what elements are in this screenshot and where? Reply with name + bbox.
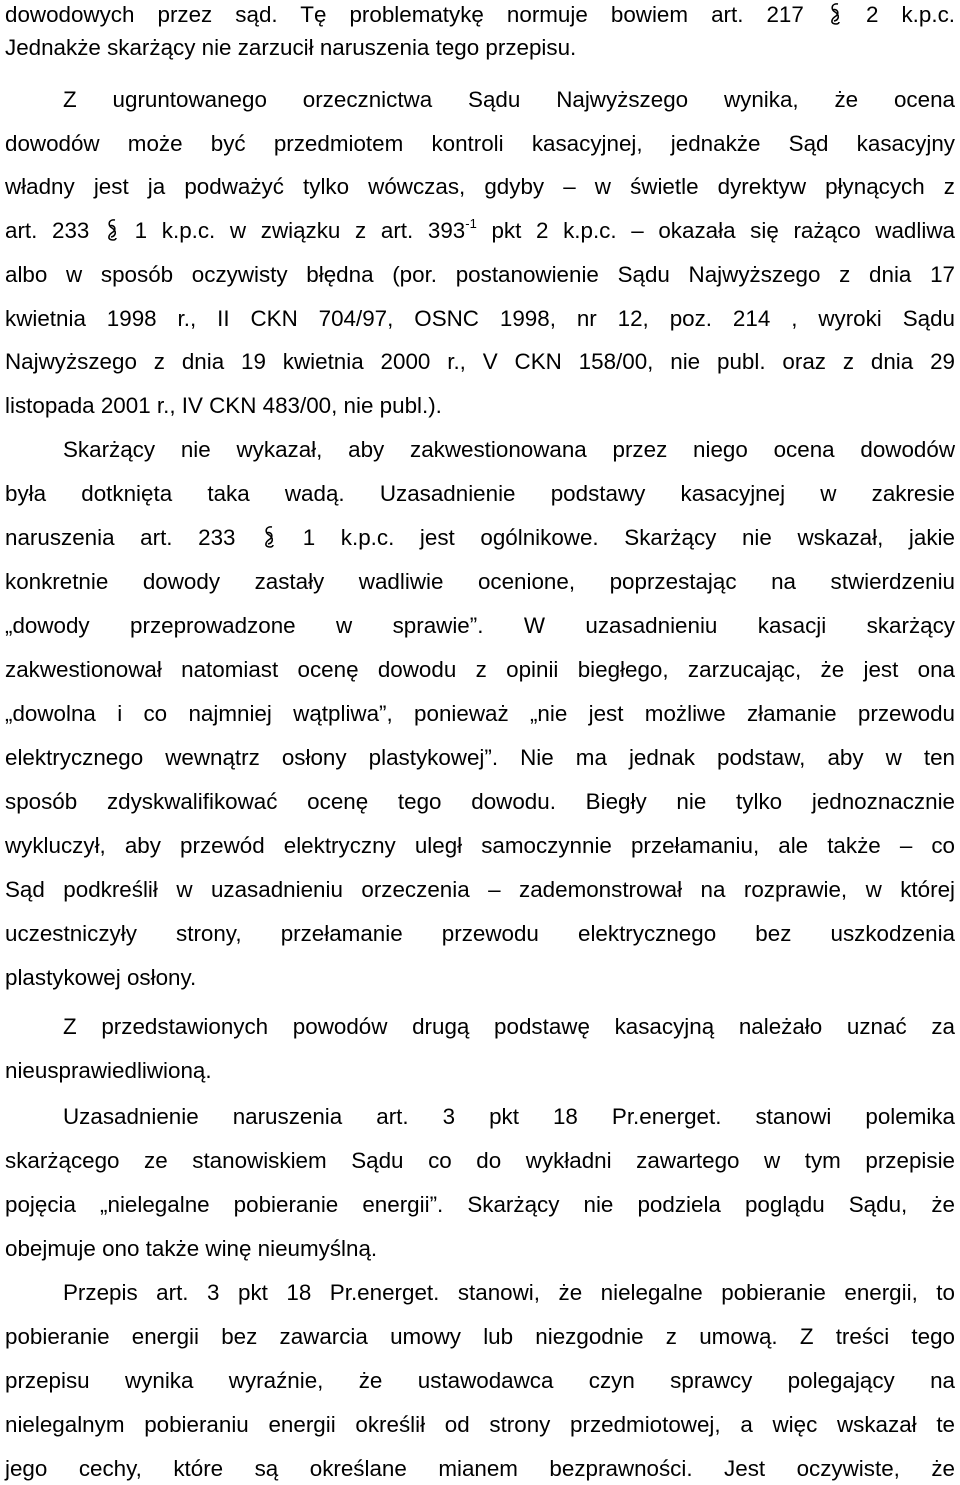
text-line: sposób zdyskwalifikować ocenę tego dowodu. Biegły nie tylko jednoznacznie (5, 789, 955, 814)
text-line: władny jest ja podważyć tylko wówczas, gdyby – w świetle dyrektyw płynących z (5, 174, 955, 199)
text-line: albo w sposób oczywisty błędna (por. postanowienie Sądu Najwyższego z dnia 17 (5, 262, 955, 287)
text-line: dowodowych przez sąd. Tę problematykę normuje bowiem art. 217 2 k.p.c. (5, 2, 955, 27)
text-line: „dowody przeprowadzone w sprawie”. W uzasadnieniu kasacji skarżący (5, 613, 955, 638)
superscript: -1 (465, 215, 477, 231)
text-line: listopada 2001 r., IV CKN 483/00, nie publ.). (5, 393, 442, 418)
text-line: obejmuje ono także winę nieumyślną. (5, 1236, 378, 1261)
paragraph-start-line: Z ugruntowanego orzecznictwa Sądu Najwyższego wynika, że ocena (63, 87, 955, 112)
text-line: pojęcia „nielegalne pobieranie energii”. Skarżący nie podziela poglądu Sądu, że (5, 1192, 955, 1217)
text-line: była dotknięta taka wadą. Uzasadnienie podstawy kasacyjnej w zakresie (5, 481, 955, 506)
text-line: konkretnie dowody zastały wadliwie ocenione, poprzestając na stwierdzeniu (5, 569, 955, 594)
text-line: skarżącego ze stanowiskiem Sądu co do wykładni zawartego w tym przepisie (5, 1148, 955, 1173)
text-line: przepisu wynika wyraźnie, że ustawodawca czyn sprawcy polegający na (5, 1368, 955, 1393)
text-line: Sąd podkreślił w uzasadnieniu orzeczenia – zademonstrował na rozprawie, w której (5, 877, 955, 902)
text-line: nieusprawiedliwioną. (5, 1058, 212, 1083)
text-line: nielegalnym pobieraniu energii określił od strony przedmiotowej, a więc wskazał te (5, 1412, 955, 1437)
text-line: elektrycznego wewnątrz osłony plastykowej”. Nie ma jednak podstaw, aby w ten (5, 745, 955, 770)
text-line: pobieranie energii bez zawarcia umowy lub niezgodnie z umową. Z treści tego (5, 1324, 955, 1349)
paragraph-start-line: Z przedstawionych powodów drugą podstawę kasacyjną należało uznać za (63, 1014, 955, 1039)
text-line: zakwestionował natomiast ocenę dowodu z opinii biegłego, zarzucając, że jest ona (5, 657, 955, 682)
text-line: kwietnia 1998 r., II CKN 704/97, OSNC 1998, nr 12, poz. 214 , wyroki Sądu (5, 306, 955, 331)
text-line: art. 233 1 k.p.c. w związku z art. $393^{-1}$ pkt 2 k.p.c. – okazała się rażąco wadliwa (5, 215, 955, 243)
paragraph-start-line: Uzasadnienie naruszenia art. 3 pkt 18 Pr.energet. stanowi polemika (63, 1104, 955, 1129)
text-line: Najwyższego z dnia 19 kwietnia 2000 r., V CKN 158/00, nie publ. oraz z dnia 29 (5, 349, 955, 374)
text-line: plastykowej osłony. (5, 965, 197, 990)
text-line: naruszenia art. 233 1 k.p.c. jest ogólnikowe. Skarżący nie wskazał, jakie (5, 525, 955, 550)
text-line: uczestniczyły strony, przełamanie przewodu elektrycznego bez uszkodzenia (5, 921, 955, 946)
text-line: „dowolna i co najmniej wątpliwa”, ponieważ „nie jest możliwe złamanie przewodu (5, 701, 955, 726)
section-sign-icon (827, 2, 843, 28)
paragraph-start-line: Przepis art. 3 pkt 18 Pr.energet. stanowi, że nielegalne pobieranie energii, to (63, 1280, 955, 1305)
text-line: dowodów może być przedmiotem kontroli kasacyjnej, jednakże Sąd kasacyjny (5, 131, 955, 156)
text-line: jego cechy, które są określane mianem bezprawności. Jest oczywiste, że (5, 1456, 955, 1481)
paragraph-start-line: Skarżący nie wykazał, aby zakwestionowana przez niego ocena dowodów (63, 437, 955, 462)
section-sign-icon (261, 525, 277, 551)
text-line: Jednakże skarżący nie zarzucił naruszenia tego przepisu. (5, 35, 577, 60)
section-sign-icon (104, 218, 120, 244)
text-line: wykluczył, aby przewód elektryczny uległ samoczynnie przełamaniu, ale także – co (5, 833, 955, 858)
